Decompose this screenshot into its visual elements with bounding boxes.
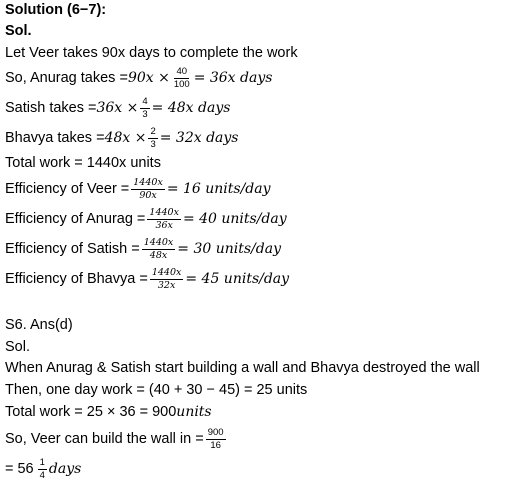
fraction: $\frac{1440x}{90x}$ [133,177,163,201]
fraction: $\frac{1440x}{32x}$ [151,267,182,291]
line-anurag-days: So, Anurag takes = 90x × $\frac{40}{100}$ = 36x days [5,66,273,90]
fraction: $\frac{4}{3}$ [142,96,148,120]
fraction: $\frac{1440x}{48x}$ [143,237,174,261]
line-total-wall-work: Total work = 25 × 36 = 900 units [5,404,212,420]
mixed-number: = 56 $\frac{1}{4}$ [5,457,45,481]
fraction: $\frac{40}{100}$ [173,66,190,90]
line-bhavya-days: Bhavya takes = 48x × $\frac{2}{3}$ = 32x days [5,126,239,150]
answer-label: S6. Ans(d) [5,317,73,333]
sol-label-1: Sol. [5,23,32,39]
line-efficiency-bhavya: Efficiency of Bhavya = $\frac{1440x}{32x}$ = 45 units/day [5,267,290,291]
sol-label-2: Sol. [5,339,30,355]
solution-heading: Solution (6−7): [5,2,107,18]
line-final-answer: = 56 $\frac{1}{4}$ days [5,457,82,481]
line-efficiency-veer: Efficiency of Veer = $\frac{1440x}{90x}$ = 16 units/day [5,177,271,201]
line-efficiency-anurag: Efficiency of Anurag = $\frac{1440x}{36x}$ = 40 units/day [5,207,287,231]
line-wall-condition: When Anurag & Satish start building a wall and Bhavya destroyed the wall [5,360,480,376]
fraction: $\frac{2}{3}$ [150,126,156,150]
line-total-work: Total work = 1440x units [5,155,161,171]
line-veer-wall-time: So, Veer can build the wall in = $\frac{900}{16}$ [5,427,224,451]
fraction: $\frac{1440x}{36x}$ [149,207,179,231]
fraction: $\frac{1}{4}$ [39,457,45,481]
line-one-day-work: Then, one day work = (40 + 30 − 45) = 25 units [5,382,308,398]
fraction: $\frac{900}{16}$ [207,427,224,451]
line-efficiency-satish: Efficiency of Satish = $\frac{1440x}{48x}$ = 30 units/day [5,237,281,261]
line-satish-days: Satish takes = 36x × $\frac{4}{3}$ = 48x days [5,96,231,120]
line-veer-days: Let Veer takes 90x days to complete the work [5,45,298,61]
